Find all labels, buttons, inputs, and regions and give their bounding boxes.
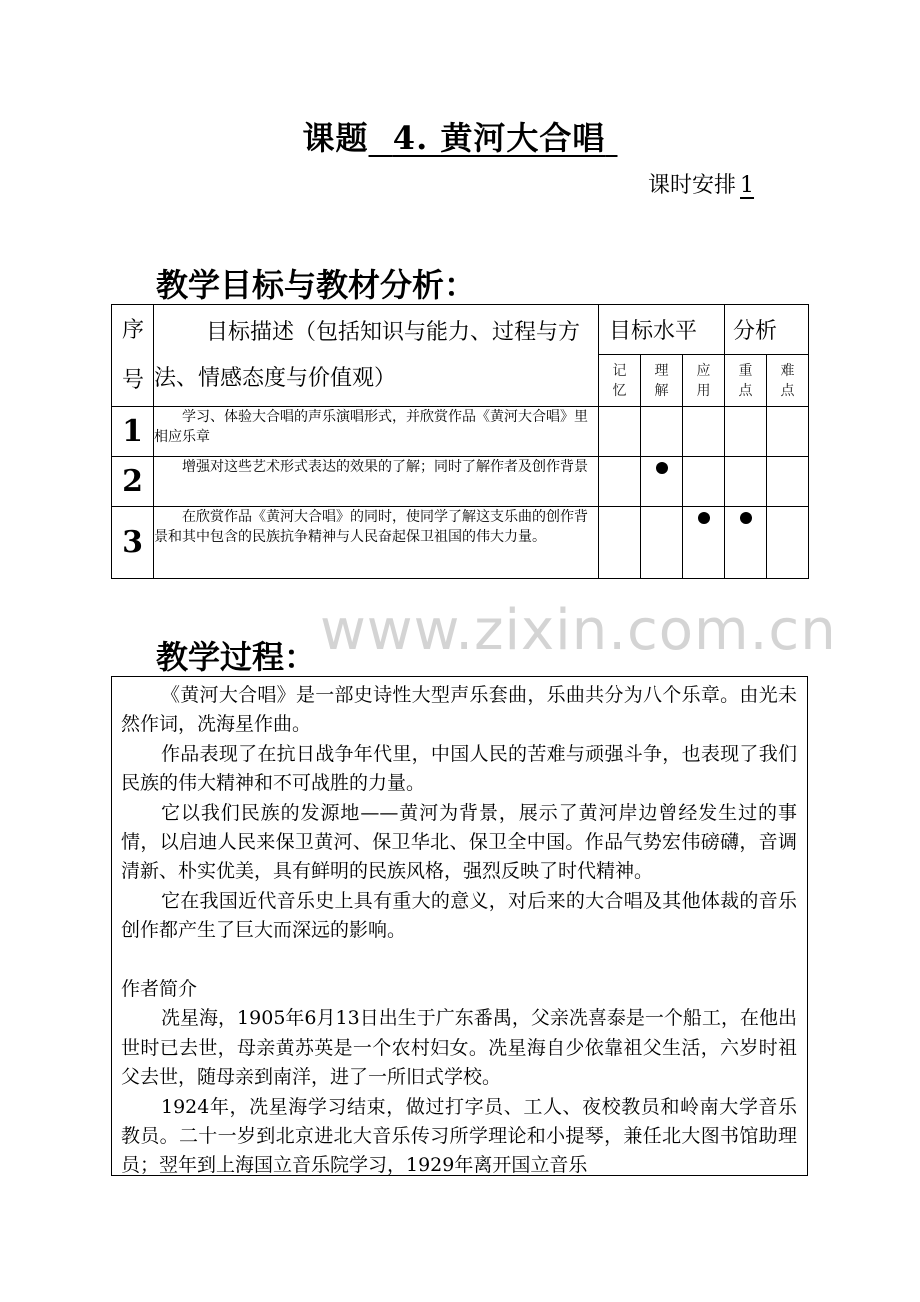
row-description: 学习、体验大合唱的声乐演唱形式，并欣赏作品《黄河大合唱》里相应乐章 [154, 407, 599, 457]
mark-cell [725, 507, 767, 579]
objectives-heading: 教学目标与教材分析： [156, 266, 477, 304]
author-heading: 作者简介 [121, 978, 198, 1001]
process-paragraph: 它在我国近代音乐史上具有重大的意义，对后来的大合唱及其他体裁的音乐创作都产生了巨大而深远的影响。 [121, 889, 797, 942]
col-analysis-header: 分析 [725, 305, 809, 355]
mark-cell [767, 457, 809, 507]
lesson-label: 课时安排 [648, 173, 737, 198]
mark-cell [725, 457, 767, 507]
mark-cell [725, 407, 767, 457]
mark-cell [767, 507, 809, 579]
lesson-value: 1 [740, 173, 755, 198]
col-seq-header: 序号 [112, 305, 154, 407]
col-desc-header: 目标描述（包括知识与能力、过程与方法、情感态度与价值观） [154, 305, 599, 407]
process-paragraph: 《黄河大合唱》是一部史诗性大型声乐套曲，乐曲共分为八个乐章。由光未然作词，冼海星作曲。 [121, 684, 797, 736]
mark-cell [641, 507, 683, 579]
author-paragraph: 冼星海，1905年6月13日出生于广东番禺，父亲冼喜泰是一个船工，在他出世时已去世，母亲黄苏英是一个农村妇女。冼星海自少依靠祖父生活，六岁时祖父去世，随母亲到南洋，进了一所旧式学校。 [121, 1007, 797, 1089]
process-box [111, 676, 808, 1176]
row-description: 在欣赏作品《黄河大合唱》的同时，使同学了解这支乐曲的创作背景和其中包含的民族抗争精神与人民奋起保卫祖国的伟大力量。 [154, 507, 599, 579]
row-description: 增强对这些艺术形式表达的效果的了解；同时了解作者及创作背景 [154, 457, 599, 507]
mark-cell [599, 507, 641, 579]
mark-cell [599, 407, 641, 457]
objectives-table [111, 304, 809, 579]
process-paragraph: 它以我们民族的发源地——黄河为背景，展示了黄河岸边曾经发生过的事情，以启迪人民来保卫黄河、保卫华北、保卫全中国。作品气势宏伟磅礴，音调清新、朴实优美，具有鲜明的民族风格，强烈反映了时代精神。 [121, 801, 797, 883]
page-title [0, 113, 920, 159]
process-heading: 教学过程： [156, 638, 317, 676]
mark-cell [641, 457, 683, 507]
sub-col-key: 重点 [725, 355, 767, 407]
filled-dot-icon [698, 512, 710, 524]
table-row [112, 507, 809, 579]
mark-cell [683, 407, 725, 457]
mark-cell [767, 407, 809, 457]
mark-cell [641, 407, 683, 457]
col-level-header: 目标水平 [599, 305, 725, 355]
author-paragraph: 1924年，冼星海学习结束，做过打字员、工人、夜校教员和岭南大学音乐教员。二十一岁到北京进北大音乐传习所学理论和小提琴，兼任北大图书馆助理员；翌年到上海国立音乐院学习，1929年离开国立音乐 [121, 1095, 797, 1176]
sub-col-memory: 记忆 [599, 355, 641, 407]
mark-cell [683, 457, 725, 507]
lesson-time [648, 168, 760, 199]
row-number: 2 [112, 457, 154, 507]
filled-dot-icon [656, 462, 668, 474]
title-main: 4. 黄河大合唱 [392, 119, 606, 157]
sub-col-apply: 应用 [683, 355, 725, 407]
row-number: 3 [112, 507, 154, 579]
mark-cell [599, 457, 641, 507]
sub-col-difficult: 难点 [767, 355, 809, 407]
watermark: www.zixin.com.cn [320, 598, 837, 663]
table-row [112, 457, 809, 507]
sub-col-understand: 理解 [641, 355, 683, 407]
table-row [112, 407, 809, 457]
row-number: 1 [112, 407, 154, 457]
title-prefix: 课题 [302, 119, 369, 157]
mark-cell [683, 507, 725, 579]
filled-dot-icon [740, 512, 752, 524]
process-paragraph: 作品表现了在抗日战争年代里，中国人民的苦难与顽强斗争，也表现了我们民族的伟大精神和不可战胜的力量。 [121, 742, 797, 795]
